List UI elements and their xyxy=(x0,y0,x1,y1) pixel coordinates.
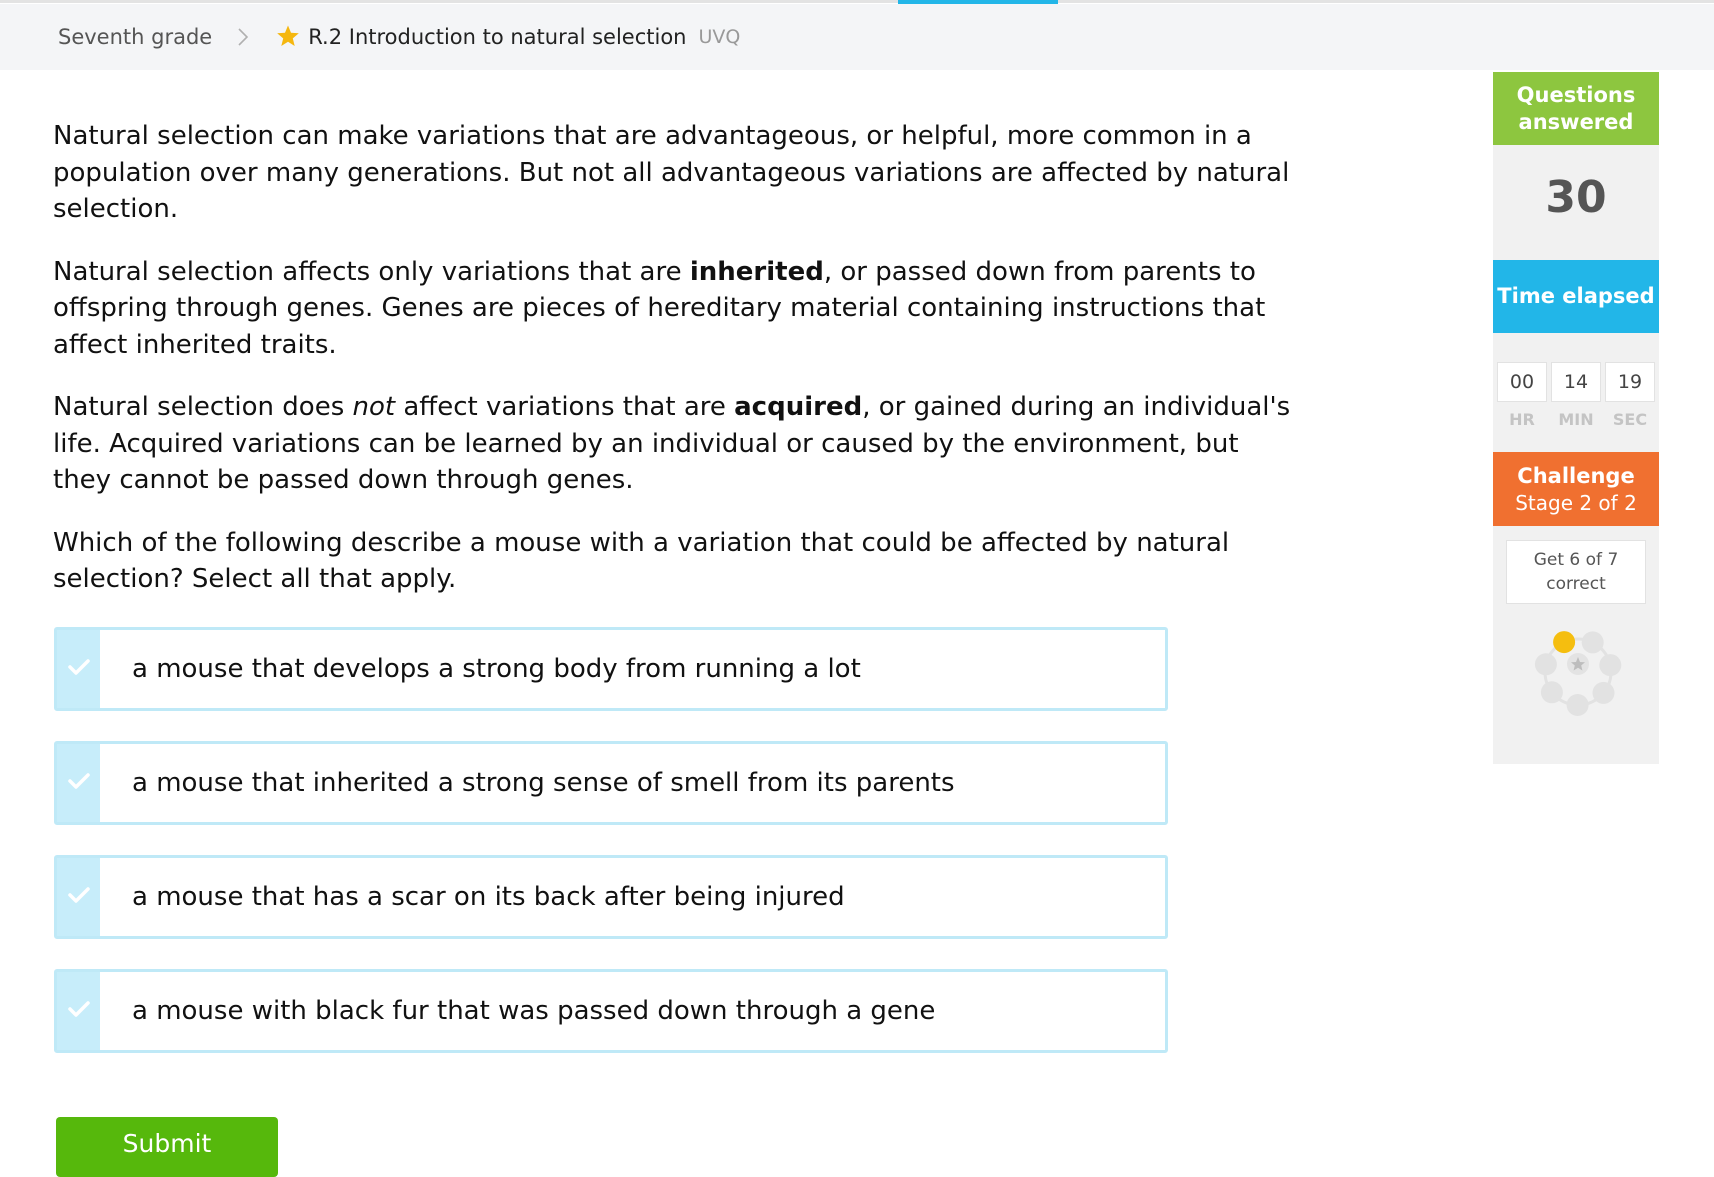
chevron-right-icon xyxy=(238,26,252,48)
progress-dot-empty xyxy=(1535,653,1557,675)
answer-choices xyxy=(54,627,1168,1083)
passage-paragraph-2 xyxy=(53,254,1303,364)
skill-code: UVQ xyxy=(698,26,741,48)
timer-minutes xyxy=(1551,362,1601,429)
passage-text: , or passed down from parents to offspring through genes. Genes are pieces of hereditary material containing instructions that affect inherited traits. xyxy=(53,256,1266,360)
challenge-goal: Get 6 of 7 correct xyxy=(1506,540,1646,604)
timer-unit: HR xyxy=(1509,410,1535,429)
checkbox[interactable] xyxy=(57,858,100,936)
progress-dot-empty xyxy=(1567,694,1589,716)
timer-unit: SEC xyxy=(1612,410,1648,429)
choice-option[interactable] xyxy=(54,627,1168,711)
checkbox[interactable] xyxy=(57,630,100,708)
choice-label: a mouse that inherited a strong sense of smell from its parents xyxy=(132,768,955,798)
challenge-title: Challenge xyxy=(1517,463,1635,488)
progress-dot-filled xyxy=(1553,631,1575,653)
timer-value: 14 xyxy=(1551,362,1601,402)
breadcrumb-skill: R.2 Introduction to natural selection xyxy=(308,25,687,49)
submit-button[interactable]: Submit xyxy=(56,1117,278,1177)
question-passage xyxy=(53,118,1303,624)
checkmark-icon xyxy=(68,772,90,794)
breadcrumb-grade-link[interactable]: Seventh grade xyxy=(58,25,213,49)
passage-text: Natural selection does xyxy=(53,392,353,422)
passage-paragraph-3 xyxy=(53,389,1303,499)
center-star-icon xyxy=(1567,653,1589,675)
progress-sidebar xyxy=(1493,72,1659,764)
questions-answered-count: 30 xyxy=(1545,172,1607,223)
progress-dot-empty xyxy=(1541,681,1563,703)
top-border xyxy=(0,0,1714,3)
choice-label: a mouse with black fur that was passed down through a gene xyxy=(132,996,936,1026)
breadcrumb xyxy=(0,4,1714,70)
choice-label: a mouse that has a scar on its back after being injured xyxy=(132,882,845,912)
challenge-stage: Stage 2 of 2 xyxy=(1515,490,1637,515)
time-elapsed-label: Time elapsed xyxy=(1493,260,1659,333)
timer-value: 19 xyxy=(1605,362,1655,402)
choice-option[interactable] xyxy=(54,855,1168,939)
star-icon xyxy=(276,24,302,50)
checkmark-icon xyxy=(68,658,90,680)
passage-text: affect variations that are xyxy=(395,392,735,422)
questions-answered-label: Questions answered xyxy=(1493,72,1659,145)
checkbox[interactable] xyxy=(57,972,100,1050)
term-inherited: inherited xyxy=(689,256,824,287)
checkbox[interactable] xyxy=(57,744,100,822)
choice-label: a mouse that develops a strong body from running a lot xyxy=(132,654,861,684)
challenge-progress-ring xyxy=(1523,612,1633,732)
progress-dot-empty xyxy=(1593,682,1615,704)
choice-option[interactable] xyxy=(54,969,1168,1053)
timer-seconds xyxy=(1605,362,1655,429)
timer-value: 00 xyxy=(1497,362,1547,402)
progress-dot-empty xyxy=(1599,654,1621,676)
challenge-banner xyxy=(1493,452,1659,526)
timer xyxy=(1497,362,1655,429)
choice-option[interactable] xyxy=(54,741,1168,825)
timer-unit: MIN xyxy=(1558,410,1594,429)
question-prompt: Which of the following describe a mouse with a variation that could be affected by natural selection? Select all that apply. xyxy=(53,527,1230,594)
emphasis-not: not xyxy=(352,392,396,422)
passage-text: , or gained during an individual's life. Acquired variations can be learned by an individual or caused by the environment, but they cannot be passed down through genes. xyxy=(53,392,1291,495)
term-acquired: acquired xyxy=(734,392,863,422)
progress-dot-empty xyxy=(1582,631,1604,653)
checkmark-icon xyxy=(68,886,90,908)
timer-hours xyxy=(1497,362,1547,429)
checkmark-icon xyxy=(68,1000,90,1022)
passage-paragraph-1: Natural selection can make variations that are advantageous, or helpful, more common in a population over many generations. But not all advantageous variations are affected by natural selection. xyxy=(53,121,1290,224)
passage-text: Natural selection affects only variations that are xyxy=(53,256,690,287)
